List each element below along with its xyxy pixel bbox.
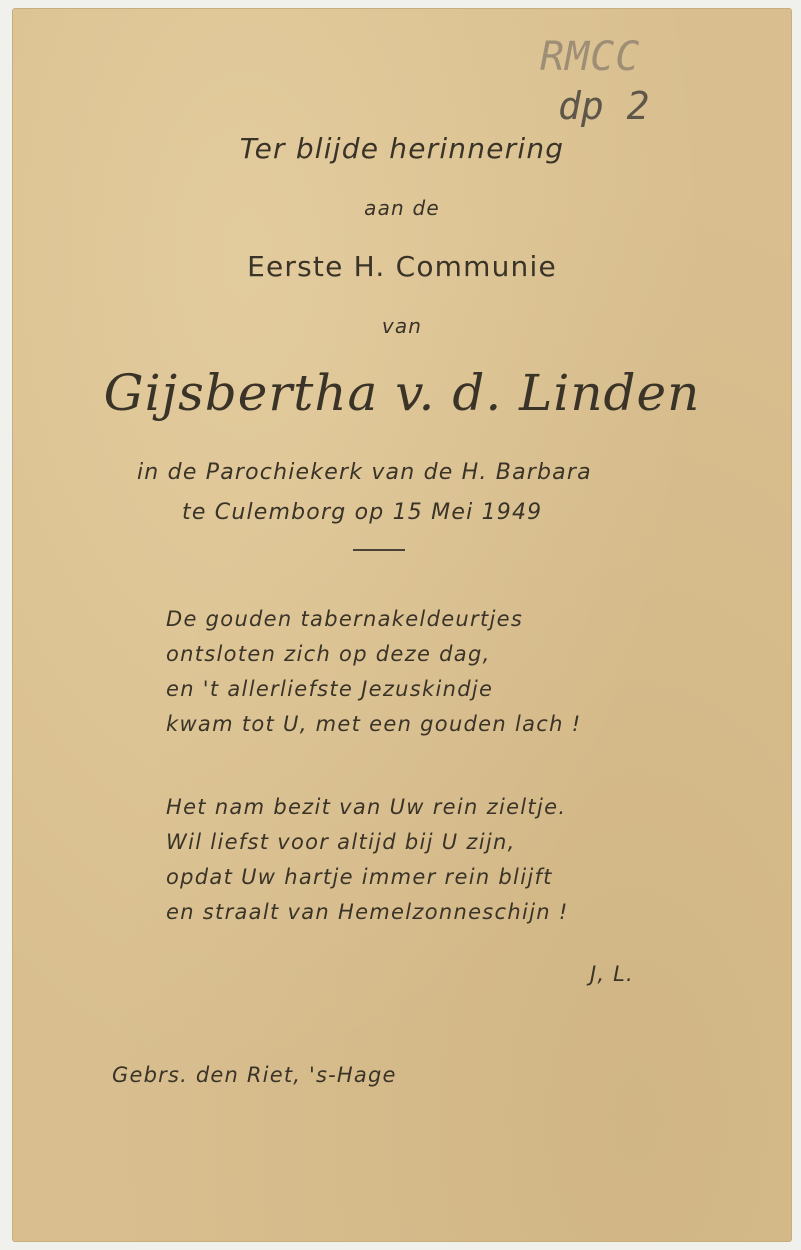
location-line-1: in de Parochiekerk van de H. Barbara [137,460,592,485]
card-aan-de: aan de [364,196,440,220]
poem-line: Wil liefst voor altijd bij U zijn, [166,830,516,854]
handwritten-annotation-number: dp 2 [558,84,650,128]
divider-line [353,549,405,551]
poem-line: De gouden tabernakeldeurtjes [166,607,524,631]
poem-line: en straalt van Hemelzonneschijn ! [166,900,569,924]
poem-line: ontsloten zich op deze dag, [166,642,491,666]
printer-imprint: Gebrs. den Riet, 's-Hage [112,1063,397,1087]
poem-signature: J, L. [590,962,634,986]
card-occasion: Eerste H. Communie [247,250,557,283]
handwritten-annotation-collection: RMCC [540,34,641,80]
poem-line: en 't allerliefste Jezuskindje [166,677,494,701]
poem-line: opdat Uw hartje immer rein blijft [166,865,553,889]
card-title: Ter blijde herinnering [239,132,565,165]
communicant-name: Gijsbertha v. d. Linden [103,364,701,422]
communion-card [12,8,792,1242]
location-line-2: te Culemborg op 15 Mei 1949 [182,500,543,525]
card-van: van [381,314,423,338]
poem-line: Het nam bezit van Uw rein zieltje. [166,795,567,819]
poem-line: kwam tot U, met een gouden lach ! [166,712,582,736]
poem-stanza-1 [166,602,581,742]
poem-stanza-2 [166,790,569,930]
